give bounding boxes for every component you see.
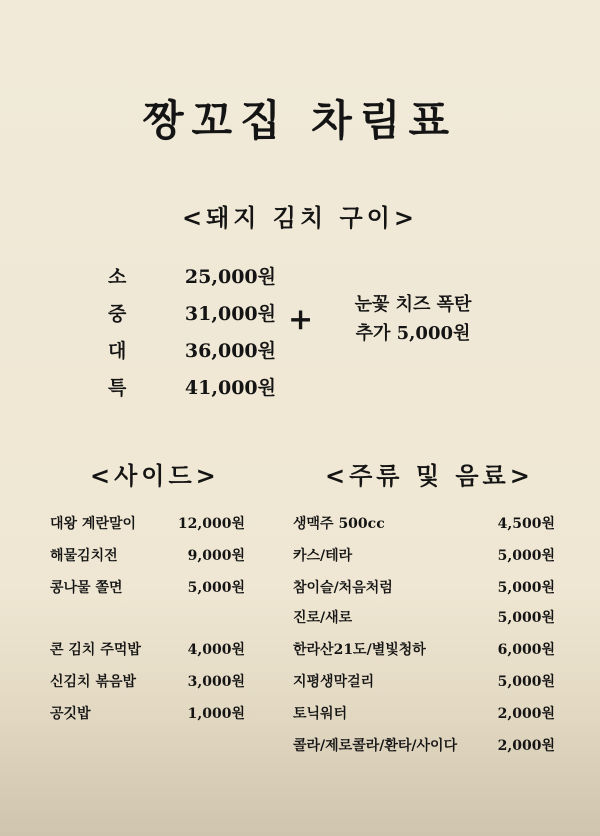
size-label: 중	[108, 303, 127, 325]
main-size-row	[108, 262, 276, 289]
item-price: 4,500원	[497, 516, 555, 532]
item-price: 1,000원	[187, 706, 245, 722]
drink-item	[293, 545, 555, 565]
main-size-row	[108, 373, 276, 400]
item-price: 5,000원	[187, 580, 245, 596]
addon-price: 추가 5,000원	[355, 323, 471, 344]
side-item	[50, 703, 245, 723]
item-price: 9,000원	[187, 548, 245, 564]
item-name: 생맥주 500cc	[293, 516, 385, 532]
item-name: 참이슬/처음처럼	[293, 580, 393, 596]
drink-item	[293, 735, 555, 755]
size-price: 41,000원	[184, 377, 276, 399]
size-label: 소	[108, 266, 127, 288]
item-price: 5,000원	[497, 580, 555, 596]
item-price: 12,000원	[177, 516, 245, 532]
drinks-heading: <주류 및 음료>	[325, 461, 534, 490]
side-item	[50, 577, 245, 597]
drink-item	[293, 639, 555, 659]
item-price: 4,000원	[187, 642, 245, 658]
cheese-addon	[318, 290, 508, 348]
item-price: 5,000원	[497, 548, 555, 564]
size-price: 36,000원	[184, 340, 276, 362]
side-item	[50, 639, 245, 659]
side-item	[50, 545, 245, 565]
drink-item	[293, 513, 555, 533]
size-price: 31,000원	[184, 303, 276, 325]
item-price: 2,000원	[497, 738, 555, 754]
item-price: 2,000원	[497, 706, 555, 722]
item-name: 대왕 계란말이	[50, 516, 137, 532]
item-name: 토닉워터	[293, 706, 348, 722]
item-price: 5,000원	[497, 674, 555, 690]
size-label: 특	[108, 377, 127, 399]
menu-title: 짱꼬집 차림표	[142, 96, 458, 145]
item-name: 해물김치전	[50, 548, 118, 564]
side-heading: <사이드>	[90, 461, 220, 490]
item-price: 3,000원	[187, 674, 245, 690]
drink-item	[293, 703, 555, 723]
item-name: 한라산21도/별빛청하	[293, 642, 426, 658]
drink-item	[293, 577, 555, 597]
main-dish-heading: <돼지 김치 구이>	[181, 203, 419, 232]
item-name: 콩나물 쫄면	[50, 580, 123, 596]
item-name: 신김치 볶음밥	[50, 674, 137, 690]
side-item	[50, 513, 245, 533]
plus-sign: +	[288, 302, 314, 337]
item-price: 6,000원	[497, 642, 555, 658]
main-size-row	[108, 336, 276, 363]
item-name: 카스/테라	[293, 548, 353, 564]
drink-item	[293, 671, 555, 691]
size-label: 대	[108, 340, 127, 362]
main-size-row	[108, 299, 276, 326]
item-name: 진로/새로	[293, 610, 353, 626]
size-price: 25,000원	[184, 266, 276, 288]
item-name: 콜라/제로콜라/환타/사이다	[293, 738, 458, 754]
item-name: 공깃밥	[50, 706, 91, 722]
item-name: 지평생막걸리	[293, 674, 375, 690]
item-name: 콘 김치 주먹밥	[50, 642, 141, 658]
drink-item	[293, 607, 555, 627]
addon-name: 눈꽃 치즈 폭탄	[354, 294, 472, 315]
item-price: 5,000원	[497, 610, 555, 626]
side-item	[50, 671, 245, 691]
